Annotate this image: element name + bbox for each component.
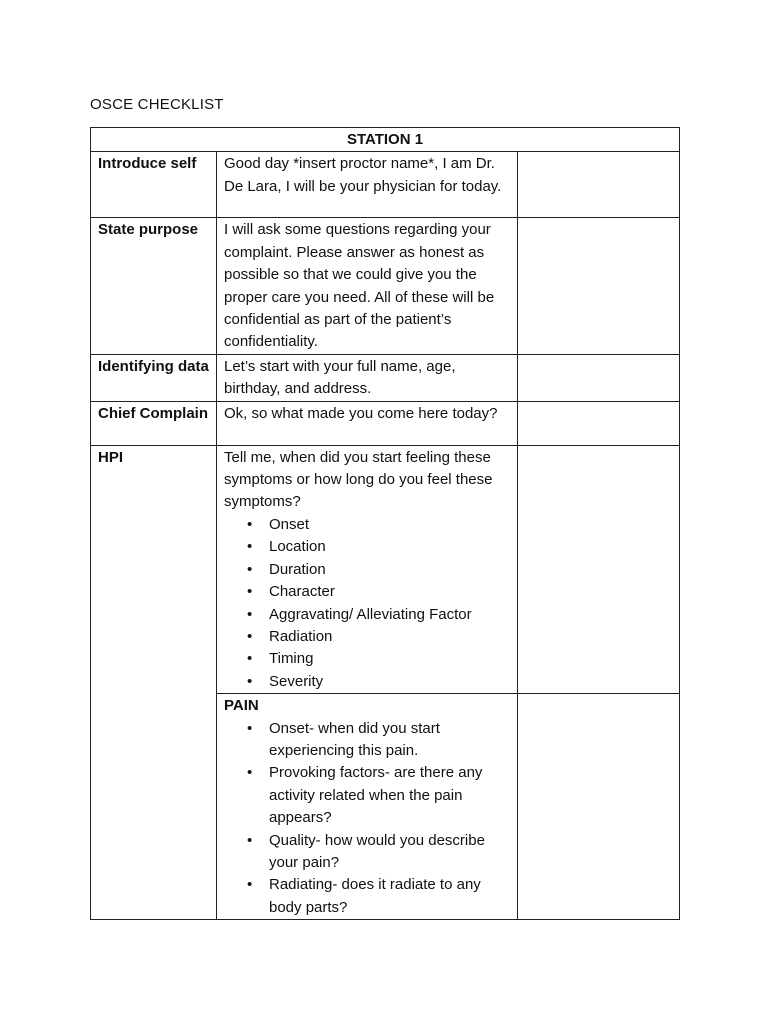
- list-item: • Onset: [269, 514, 510, 536]
- table-row: [91, 445, 680, 693]
- list-item: • Radiation: [269, 626, 510, 648]
- osce-checklist-table: [90, 127, 680, 920]
- row-check-cell: [518, 152, 680, 218]
- row-label-hpi: HPI: [91, 445, 217, 920]
- table-row: [91, 354, 680, 401]
- table-row: [91, 152, 680, 218]
- row-script-pain: [217, 694, 518, 920]
- list-item: • Character: [269, 581, 510, 603]
- table-row: [91, 218, 680, 354]
- row-script-hpi: [217, 445, 518, 693]
- hpi-bullet-list: [224, 514, 510, 693]
- document-title: OSCE CHECKLIST: [90, 96, 224, 113]
- row-label-introduce-self: Introduce self: [91, 152, 217, 218]
- hpi-question: Tell me, when did you start feeling these symptoms or how long do you feel these symptoms?: [224, 448, 493, 511]
- table-row: [91, 401, 680, 445]
- row-check-cell: [518, 218, 680, 354]
- station-header-row: [91, 128, 680, 152]
- row-check-cell: [518, 694, 680, 920]
- list-item: • Location: [269, 536, 510, 558]
- station-title: STATION 1: [91, 128, 680, 152]
- list-item: • Duration: [269, 559, 510, 581]
- row-check-cell: [518, 401, 680, 445]
- row-label-identifying-data: Identifying data: [91, 354, 217, 401]
- row-check-cell: [518, 445, 680, 693]
- row-check-cell: [518, 354, 680, 401]
- pain-heading: PAIN: [224, 697, 259, 715]
- row-label-chief-complain: Chief Complain: [91, 401, 217, 445]
- list-item: • Aggravating/ Alleviating Factor: [269, 604, 510, 626]
- row-label-state-purpose: State purpose: [91, 218, 217, 354]
- list-item: • Provoking factors- are there any activity related when the pain appears?: [269, 762, 510, 829]
- row-script-state-purpose: I will ask some questions regarding your complaint. Please answer as honest as possible so that we could give you the proper care you need. All of these will be confidential as part of the patient’s confidentiality.: [217, 218, 518, 354]
- list-item: • Severity: [269, 671, 510, 693]
- list-item: • Quality- how would you describe your pain?: [269, 830, 510, 875]
- list-item: • Radiating- does it radiate to any body parts?: [269, 874, 510, 919]
- row-script-identifying-data: Let’s start with your full name, age, birthday, and address.: [217, 354, 518, 401]
- list-item: • Timing: [269, 648, 510, 670]
- list-item: • Onset- when did you start experiencing this pain.: [269, 718, 510, 763]
- row-script-introduce-self: Good day *insert proctor name*, I am Dr. De Lara, I will be your physician for today.: [217, 152, 518, 218]
- pain-bullet-list: [224, 718, 510, 920]
- row-script-chief-complain: Ok, so what made you come here today?: [217, 401, 518, 445]
